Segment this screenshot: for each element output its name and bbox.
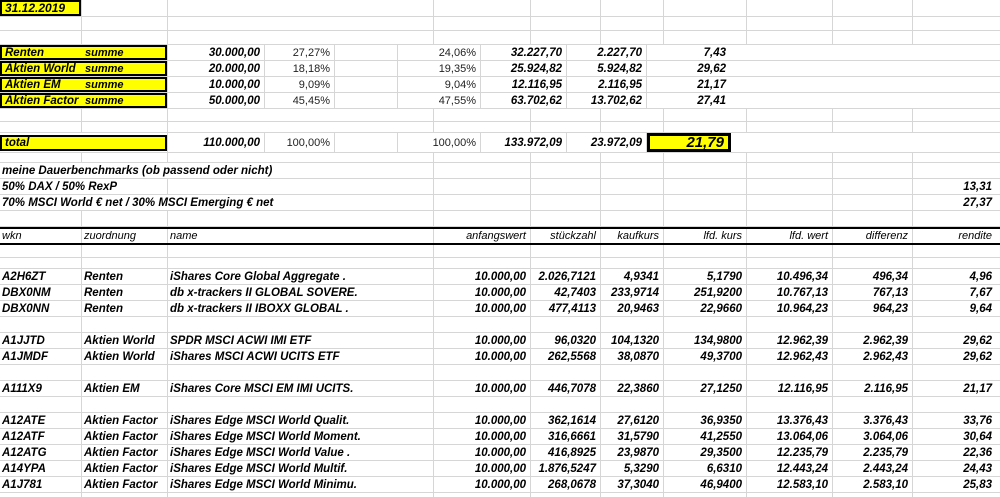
empty-row [0,493,1000,497]
anfangswert-cell[interactable]: 110.000,00 [168,133,265,152]
zuordnung-cell[interactable]: Renten [82,285,168,300]
stueckzahl-cell[interactable]: 477,4113 [531,301,601,316]
anfangswert-cell[interactable]: 10.000,00 [434,445,531,460]
total-label: total [5,137,30,149]
category-label: Aktien World [5,62,76,75]
lfd-wert-cell[interactable]: 10.496,34 [747,269,833,284]
position-row [0,349,1000,365]
name-cell[interactable]: iShares Core MSCI EM IMI UCITS. [168,381,434,396]
header-anfangswert[interactable]: anfangswert [434,229,531,243]
wert-cell[interactable]: 32.227,70 [481,45,567,60]
category-cell-aktien-em[interactable] [0,77,167,92]
header-kaufkurs[interactable]: kaufkurs [601,229,664,243]
lfd-wert-cell[interactable]: 12.962,43 [747,349,833,364]
stueckzahl-cell[interactable]: 362,1614 [531,413,601,428]
header-lfd-kurs[interactable]: lfd. kurs [664,229,747,243]
empty-row [0,245,1000,258]
anteil-ist-cell[interactable]: 100,00% [398,133,481,152]
rendite-cell[interactable]: 7,67 [969,286,992,299]
rendite-cell[interactable]: 7,43 [703,46,726,59]
summe-label: summe [85,78,124,91]
wkn-cell[interactable]: DBX0NM [0,285,82,300]
rendite-cell[interactable]: 29,62 [963,334,992,347]
category-label: Aktien Factor [5,94,79,107]
name-cell[interactable]: iShares Edge MSCI World Minimu. [168,477,434,492]
kaufkurs-cell[interactable]: 4,9341 [601,269,664,284]
wkn-cell[interactable]: A1JMDF [0,349,82,364]
name-cell[interactable]: iShares Core Global Aggregate . [168,269,434,284]
benchmark-row-dax-rexp [0,179,1000,195]
stueckzahl-cell[interactable]: 42,7403 [531,285,601,300]
zuordnung-cell[interactable]: Renten [82,301,168,316]
anteil-plan-cell[interactable]: 27,27% [265,45,335,60]
stueckzahl-cell[interactable]: 268,0678 [531,477,601,492]
kaufkurs-cell[interactable]: 27,6120 [601,413,664,428]
lfd-kurs-cell[interactable]: 6,6310 [664,461,747,476]
name-cell[interactable]: SPDR MSCI ACWI IMI ETF [168,333,434,348]
anfangswert-cell[interactable]: 10.000,00 [434,413,531,428]
category-cell-aktien-world[interactable] [0,61,167,76]
summary-row-aktien-factor [0,93,1000,109]
differenz-cell[interactable]: 2.116,95 [567,77,647,92]
total-rendite-cell[interactable]: 21,79 [647,133,731,152]
differenz-cell[interactable]: 3.376,43 [833,413,913,428]
zuordnung-cell[interactable]: Aktien World [82,349,168,364]
header-lfd-wert[interactable]: lfd. wert [747,229,833,243]
rendite-cell[interactable]: 21,17 [963,382,992,395]
anfangswert-cell[interactable]: 20.000,00 [168,61,265,76]
name-cell[interactable]: iShares Edge MSCI World Qualit. [168,413,434,428]
benchmarks-title-row [0,163,1000,179]
anfangswert-cell[interactable]: 10.000,00 [434,381,531,396]
stueckzahl-cell[interactable]: 2.026,7121 [531,269,601,284]
wkn-cell[interactable]: A2H6ZT [0,269,82,284]
header-differenz[interactable]: differenz [833,229,913,243]
stueckzahl-cell[interactable]: 316,6661 [531,429,601,444]
anfangswert-cell[interactable]: 10.000,00 [168,77,265,92]
wkn-cell[interactable]: A1JJTD [0,333,82,348]
zuordnung-cell[interactable]: Aktien Factor [82,445,168,460]
zuordnung-cell[interactable]: Aktien Factor [82,413,168,428]
differenz-cell[interactable]: 964,23 [833,301,913,316]
zuordnung-cell[interactable]: Aktien Factor [82,477,168,492]
anfangswert-cell[interactable]: 10.000,00 [434,461,531,476]
anteil-plan-cell[interactable]: 45,45% [265,93,335,108]
lfd-kurs-cell[interactable]: 134,9800 [664,333,747,348]
benchmark-rendite-cell[interactable]: 27,37 [963,196,992,209]
empty-row [0,365,1000,381]
header-stueckzahl[interactable]: stückzahl [531,229,601,243]
lfd-kurs-cell[interactable]: 5,1790 [664,269,747,284]
name-cell[interactable]: iShares MSCI ACWI UCITS ETF [168,349,434,364]
lfd-kurs-cell[interactable]: 36,9350 [664,413,747,428]
lfd-wert-cell[interactable]: 10.964,23 [747,301,833,316]
total-cell[interactable] [0,135,167,151]
header-wkn[interactable]: wkn [0,229,82,243]
differenz-cell[interactable]: 5.924,82 [567,61,647,76]
date-row [0,0,1000,17]
stueckzahl-cell[interactable]: 416,8925 [531,445,601,460]
empty-row [0,153,1000,163]
benchmarks-title[interactable]: meine Dauerbenchmarks (ob passend oder nicht) [0,163,434,178]
rendite-cell[interactable]: 33,76 [963,414,992,427]
position-row [0,445,1000,461]
summary-row-aktien-world [0,61,1000,77]
zuordnung-cell[interactable]: Aktien EM [82,381,168,396]
lfd-wert-cell[interactable]: 12.235,79 [747,445,833,460]
empty-row [0,211,1000,227]
summary-row-total [0,133,1000,153]
lfd-wert-cell[interactable]: 12.583,10 [747,477,833,492]
empty-row [0,122,1000,133]
benchmark-row-msci [0,195,1000,211]
summe-label: summe [85,94,124,107]
lfd-wert-cell[interactable]: 10.767,13 [747,285,833,300]
anteil-plan-cell[interactable]: 100,00% [265,133,335,152]
category-cell-aktien-factor[interactable] [0,93,167,108]
summary-row-aktien-em [0,77,1000,93]
position-row [0,333,1000,349]
category-cell-renten[interactable] [0,45,167,60]
anfangswert-cell[interactable]: 10.000,00 [434,477,531,492]
wkn-cell[interactable]: DBX0NN [0,301,82,316]
benchmark-label[interactable]: 70% MSCI World € net / 30% MSCI Emerging € net [0,195,434,210]
rendite-cell[interactable]: 30,64 [963,430,992,443]
header-name[interactable]: name [168,229,434,243]
anteil-plan-cell[interactable]: 18,18% [265,61,335,76]
wert-cell[interactable]: 25.924,82 [481,61,567,76]
position-row [0,269,1000,285]
empty-row [0,258,1000,269]
kaufkurs-cell[interactable]: 22,3860 [601,381,664,396]
lfd-wert-cell[interactable]: 13.064,06 [747,429,833,444]
lfd-kurs-cell[interactable]: 251,9200 [664,285,747,300]
lfd-wert-cell[interactable]: 12.443,24 [747,461,833,476]
lfd-kurs-cell[interactable]: 46,9400 [664,477,747,492]
wkn-cell[interactable]: A12ATF [0,429,82,444]
position-row [0,285,1000,301]
differenz-cell[interactable]: 2.443,24 [833,461,913,476]
kaufkurs-cell[interactable]: 31,5790 [601,429,664,444]
empty-row [0,17,1000,31]
differenz-cell[interactable]: 2.583,10 [833,477,913,492]
anteil-plan-cell[interactable]: 9,09% [265,77,335,92]
summe-label: summe [85,46,124,59]
zuordnung-cell[interactable]: Aktien Factor [82,461,168,476]
differenz-cell[interactable]: 2.227,70 [567,45,647,60]
anfangswert-cell[interactable]: 10.000,00 [434,333,531,348]
name-cell[interactable]: iShares Edge MSCI World Multif. [168,461,434,476]
position-row [0,429,1000,445]
benchmark-rendite-cell[interactable]: 13,31 [963,180,992,193]
stueckzahl-cell[interactable]: 96,0320 [531,333,601,348]
rendite-cell[interactable]: 4,96 [969,270,992,283]
differenz-cell[interactable]: 23.972,09 [567,133,647,152]
rendite-cell[interactable]: 22,36 [963,446,992,459]
kaufkurs-cell[interactable]: 5,3290 [601,461,664,476]
rendite-cell[interactable]: 29,62 [697,62,726,75]
differenz-cell[interactable]: 2.962,43 [833,349,913,364]
differenz-cell[interactable]: 2.116,95 [833,381,913,396]
position-row [0,477,1000,493]
lfd-wert-cell[interactable]: 12.116,95 [747,381,833,396]
anfangswert-cell[interactable]: 50.000,00 [168,93,265,108]
empty-row [0,317,1000,333]
anfangswert-cell[interactable]: 10.000,00 [434,429,531,444]
category-label: Renten [5,46,44,59]
wert-cell[interactable]: 133.972,09 [481,133,567,152]
differenz-cell[interactable]: 2.962,39 [833,333,913,348]
zuordnung-cell[interactable]: Aktien Factor [82,429,168,444]
rendite-cell[interactable]: 9,64 [969,302,992,315]
rendite-cell[interactable]: 27,41 [697,94,726,107]
benchmark-label[interactable]: 50% DAX / 50% RexP [0,179,168,194]
differenz-cell[interactable]: 3.064,06 [833,429,913,444]
rendite-cell[interactable]: 29,62 [963,350,992,363]
rendite-cell[interactable]: 21,17 [697,78,726,91]
stueckzahl-cell[interactable]: 1.876,5247 [531,461,601,476]
position-row [0,413,1000,429]
position-row [0,461,1000,477]
lfd-wert-cell[interactable]: 12.962,39 [747,333,833,348]
summe-label: summe [85,62,124,75]
lfd-kurs-cell[interactable]: 27,1250 [664,381,747,396]
wert-cell[interactable]: 12.116,95 [481,77,567,92]
lfd-kurs-cell[interactable]: 29,3500 [664,445,747,460]
empty-row [0,31,1000,45]
date-cell[interactable]: 31.12.2019 [0,0,81,16]
kaufkurs-cell[interactable]: 104,1320 [601,333,664,348]
anteil-ist-cell[interactable]: 47,55% [398,93,481,108]
name-cell[interactable]: db x-trackers II IBOXX GLOBAL . [168,301,434,316]
differenz-cell[interactable]: 496,34 [833,269,913,284]
header-rendite[interactable]: rendite [958,230,992,242]
stueckzahl-cell[interactable]: 446,7078 [531,381,601,396]
differenz-cell[interactable]: 2.235,79 [833,445,913,460]
differenz-cell[interactable]: 13.702,62 [567,93,647,108]
anfangswert-cell[interactable]: 10.000,00 [434,301,531,316]
anteil-ist-cell[interactable]: 19,35% [398,61,481,76]
anfangswert-cell[interactable]: 30.000,00 [168,45,265,60]
wkn-cell[interactable]: A1J781 [0,477,82,492]
kaufkurs-cell[interactable]: 20,9463 [601,301,664,316]
wkn-cell[interactable]: A111X9 [0,381,82,396]
name-cell[interactable]: iShares Edge MSCI World Value . [168,445,434,460]
anfangswert-cell[interactable]: 10.000,00 [434,349,531,364]
anteil-ist-cell[interactable]: 24,06% [398,45,481,60]
empty-row [0,109,1000,122]
name-cell[interactable]: iShares Edge MSCI World Moment. [168,429,434,444]
wkn-cell[interactable]: A12ATE [0,413,82,428]
name-cell[interactable]: db x-trackers II GLOBAL SOVERE. [168,285,434,300]
kaufkurs-cell[interactable]: 38,0870 [601,349,664,364]
wkn-cell[interactable]: A14YPA [0,461,82,476]
header-zuordnung[interactable]: zuordnung [82,229,168,243]
position-row [0,301,1000,317]
position-row [0,381,1000,397]
lfd-kurs-cell[interactable]: 49,3700 [664,349,747,364]
anfangswert-cell[interactable]: 10.000,00 [434,285,531,300]
anfangswert-cell[interactable]: 10.000,00 [434,269,531,284]
kaufkurs-cell[interactable]: 233,9714 [601,285,664,300]
table-header-row [0,227,1000,245]
zuordnung-cell[interactable]: Renten [82,269,168,284]
rendite-cell[interactable]: 25,83 [963,478,992,491]
lfd-kurs-cell[interactable]: 41,2550 [664,429,747,444]
empty-row [0,397,1000,413]
kaufkurs-cell[interactable]: 37,3040 [601,477,664,492]
differenz-cell[interactable]: 767,13 [833,285,913,300]
zuordnung-cell[interactable]: Aktien World [82,333,168,348]
wkn-cell[interactable]: A12ATG [0,445,82,460]
rendite-cell[interactable]: 24,43 [963,462,992,475]
lfd-wert-cell[interactable]: 13.376,43 [747,413,833,428]
stueckzahl-cell[interactable]: 262,5568 [531,349,601,364]
anteil-ist-cell[interactable]: 9,04% [398,77,481,92]
lfd-kurs-cell[interactable]: 22,9660 [664,301,747,316]
summary-row-renten [0,45,1000,61]
category-label: Aktien EM [5,78,61,91]
kaufkurs-cell[interactable]: 23,9870 [601,445,664,460]
wert-cell[interactable]: 63.702,62 [481,93,567,108]
